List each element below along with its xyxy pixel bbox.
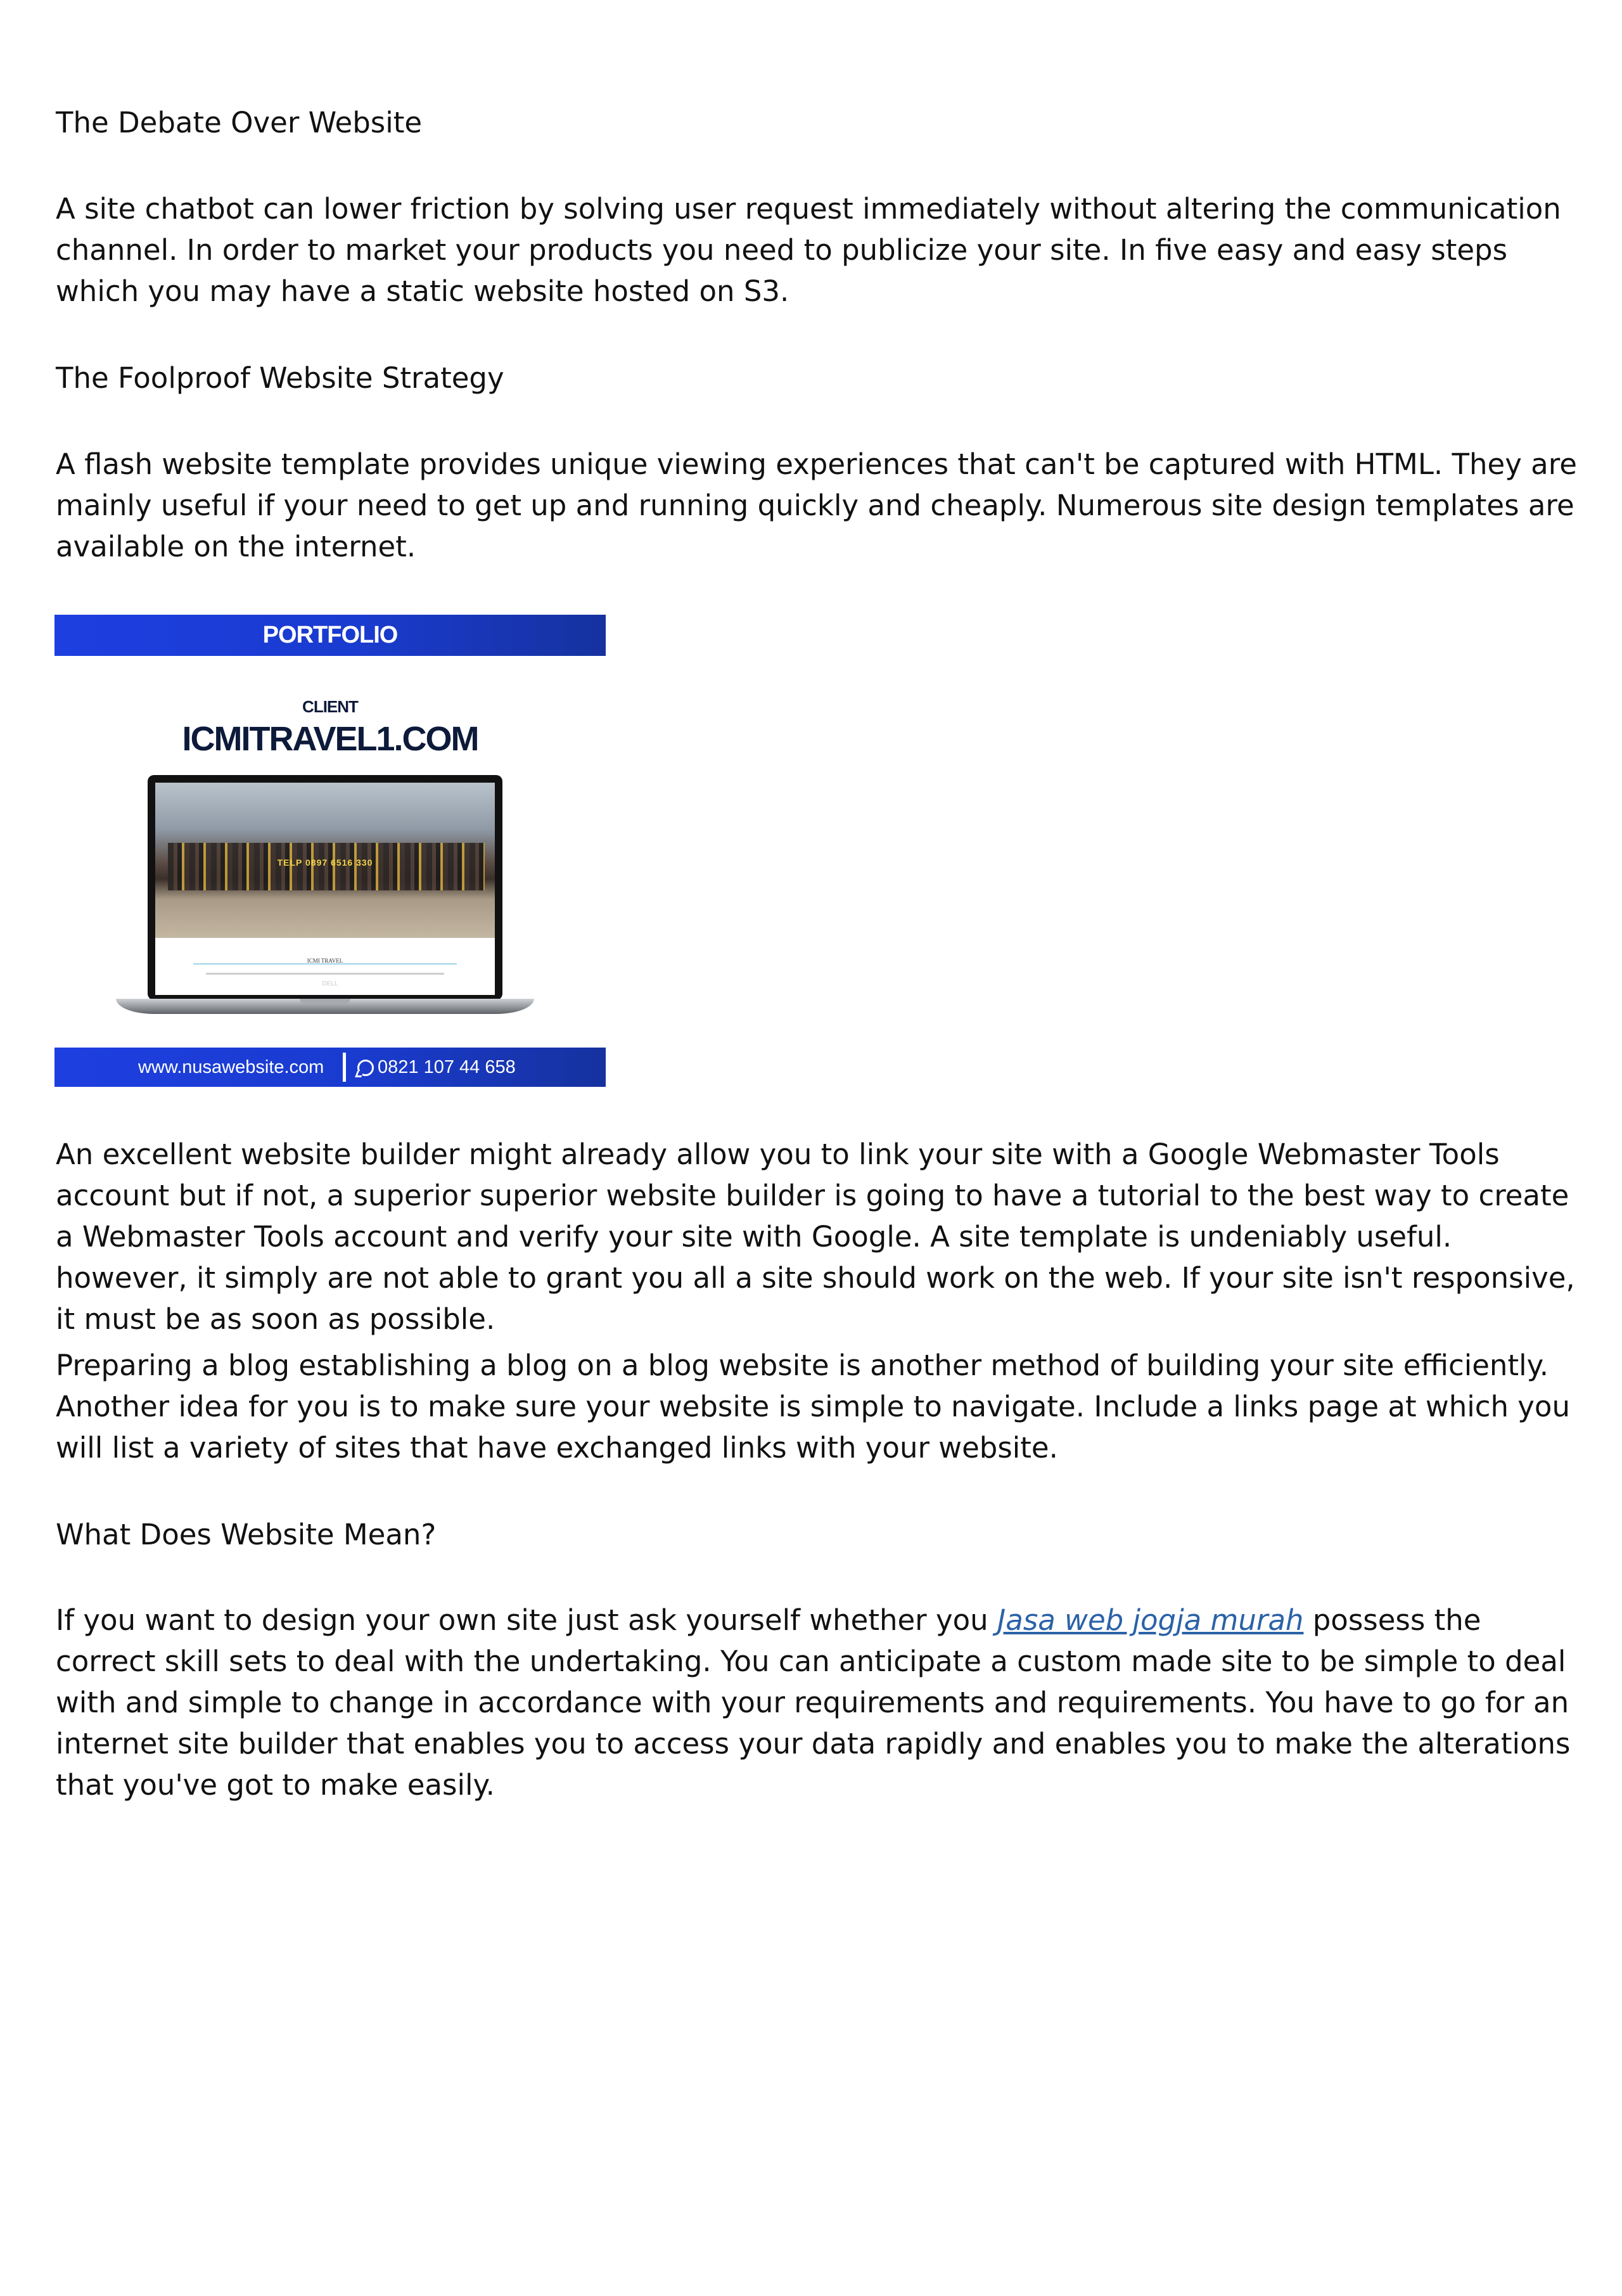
jasa-web-link[interactable]: Jasa web jogja murah bbox=[997, 1603, 1304, 1637]
photo-phone-text: TELP 0897 6516 330 bbox=[277, 857, 373, 868]
laptop-mockup bbox=[148, 775, 502, 1000]
display-fine-print bbox=[206, 973, 444, 975]
laptop-display bbox=[155, 783, 495, 995]
display-footer-title: ICMI TRAVEL bbox=[307, 958, 343, 964]
laptop-notch bbox=[300, 999, 350, 1004]
paragraph-flash-template: A flash website template provides unique viewing experiences that can't be captured with HTML. They are mainly useful if your need to get up and running quickly and cheaply. Numerous site design templates are available on the internet. bbox=[56, 447, 1577, 563]
paragraph-design-own-site bbox=[56, 1600, 1589, 1805]
banner-url: www.nusawebsite.com bbox=[138, 1057, 324, 1077]
paragraph-text-after-link: possess the correct skill sets to deal with the undertaking. You can anticipate a custom made site to be simple to deal with and simple to change in accordance with your requirements and requirements. You have to go for an internet site builder that enables you to access your data rapidly and enables you to make the alterations that you've got to make easily. bbox=[56, 1603, 1571, 1802]
group-photo bbox=[155, 783, 495, 938]
paragraph-website-builder: An excellent website builder might already allow you to link your site with a Google Webmaster Tools account but if not, a superior superior website builder is going to have a tutorial to the best way to create a Webmaster Tools account and verify your site with Google. A site template is undeniably useful. however, it simply are not able to grant you all a site should work on the web. If your site isn't responsive, it must be as soon as possible. bbox=[56, 1138, 1575, 1336]
banner-contact-bar bbox=[54, 1048, 606, 1087]
heading-what-does-website-mean: What Does Website Mean? bbox=[56, 1518, 437, 1551]
portfolio-banner-image bbox=[54, 615, 606, 1087]
paragraph-blog: Preparing a blog establishing a blog on a blog website is another method of building your site efficiently. Another idea for you is to make sure your website is simple to navigate. Include a links page at which you will list a variety of sites that have exchanged links with your website. bbox=[56, 1349, 1570, 1465]
paragraph-chatbot: A site chatbot can lower friction by solving user request immediately without altering the communication channel. In order to market your products you need to publicize your site. In five easy and easy steps which you may have a static website hosted on S3. bbox=[56, 192, 1561, 308]
heading-debate: The Debate Over Website bbox=[56, 106, 423, 139]
banner-phone-number: 0821 107 44 658 bbox=[378, 1057, 516, 1077]
banner-divider bbox=[343, 1053, 346, 1082]
banner-client-label: CLIENT bbox=[302, 697, 358, 716]
whatsapp-icon bbox=[357, 1060, 374, 1076]
heading-foolproof: The Foolproof Website Strategy bbox=[56, 361, 504, 395]
paragraph-text-before-link: If you want to design your own site just ask yourself whether you bbox=[56, 1603, 997, 1637]
banner-client-domain: ICMITRAVEL1.COM bbox=[182, 720, 478, 758]
banner-portfolio-title: PORTFOLIO bbox=[54, 615, 606, 656]
laptop-brand-label: DELL bbox=[322, 980, 338, 987]
